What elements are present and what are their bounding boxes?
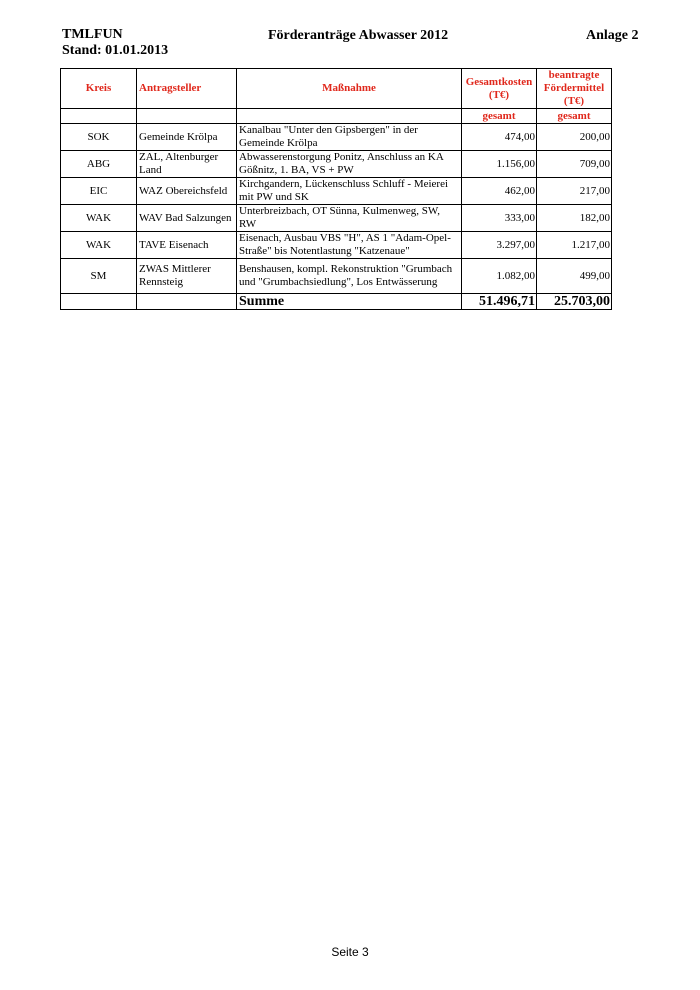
- cell-antragsteller: ZAL, Altenburger Land: [137, 151, 237, 178]
- cell-massnahme: Benshausen, kompl. Rekonstruktion "Grumbach und "Grumbachsiedlung", Los Entwässerung: [237, 259, 462, 294]
- table-row: [61, 151, 612, 178]
- sum-gesamtkosten: 51.496,71: [462, 294, 537, 310]
- cell-massnahme: Unterbreizbach, OT Sünna, Kulmenweg, SW, RW: [237, 205, 462, 232]
- sum-label: Summe: [237, 294, 462, 310]
- col-header-foerdermittel: beantragte Fördermittel (T€): [537, 69, 612, 109]
- cell-kreis: EIC: [61, 178, 137, 205]
- col-header-antragsteller: Antragsteller: [137, 69, 237, 109]
- annex-label: Anlage 2: [586, 28, 639, 43]
- table-row: [61, 178, 612, 205]
- sum-row: [61, 294, 612, 310]
- empty-cell: [61, 109, 137, 124]
- cell-kreis: SM: [61, 259, 137, 294]
- empty-cell: [137, 109, 237, 124]
- cell-antragsteller: ZWAS Mittlerer Rennsteig: [137, 259, 237, 294]
- cell-antragsteller: Gemeinde Krölpa: [137, 124, 237, 151]
- cell-gesamtkosten: 474,00: [462, 124, 537, 151]
- status-date: Stand: 01.01.2013: [62, 43, 169, 58]
- col-header-gesamtkosten: Gesamtkosten (T€): [462, 69, 537, 109]
- cell-foerdermittel: 709,00: [537, 151, 612, 178]
- table-header-row: [61, 69, 612, 109]
- subheader-gesamtkosten: gesamt: [462, 109, 537, 124]
- cell-massnahme: Kirchgandern, Lückenschluss Schluff - Meierei mit PW und SK: [237, 178, 462, 205]
- cell-kreis: WAK: [61, 205, 137, 232]
- cell-foerdermittel: 499,00: [537, 259, 612, 294]
- col-header-massnahme: Maßnahme: [237, 69, 462, 109]
- cell-foerdermittel: 182,00: [537, 205, 612, 232]
- cell-antragsteller: WAV Bad Salzungen: [137, 205, 237, 232]
- cell-antragsteller: WAZ Obereichsfeld: [137, 178, 237, 205]
- cell-foerdermittel: 200,00: [537, 124, 612, 151]
- empty-cell: [61, 294, 137, 310]
- cell-foerdermittel: 217,00: [537, 178, 612, 205]
- cell-massnahme: Eisenach, Ausbau VBS "H", AS 1 "Adam-Opel-Straße" bis Notentlastung "Katzenaue": [237, 232, 462, 259]
- page-title: Förderanträge Abwasser 2012: [268, 28, 449, 43]
- cell-massnahme: Kanalbau "Unter den Gipsbergen" in der Gemeinde Krölpa: [237, 124, 462, 151]
- cell-kreis: ABG: [61, 151, 137, 178]
- empty-cell: [237, 109, 462, 124]
- cell-gesamtkosten: 3.297,00: [462, 232, 537, 259]
- cell-kreis: SOK: [61, 124, 137, 151]
- table-row: [61, 124, 612, 151]
- sum-foerdermittel: 25.703,00: [537, 294, 612, 310]
- cell-gesamtkosten: 1.082,00: [462, 259, 537, 294]
- cell-kreis: WAK: [61, 232, 137, 259]
- cell-gesamtkosten: 333,00: [462, 205, 537, 232]
- subheader-foerdermittel: gesamt: [537, 109, 612, 124]
- table-subheader-row: [61, 109, 612, 124]
- cell-foerdermittel: 1.217,00: [537, 232, 612, 259]
- table-row: [61, 259, 612, 294]
- table-row: [61, 205, 612, 232]
- col-header-kreis: Kreis: [61, 69, 137, 109]
- cell-gesamtkosten: 462,00: [462, 178, 537, 205]
- cell-antragsteller: TAVE Eisenach: [137, 232, 237, 259]
- empty-cell: [137, 294, 237, 310]
- table-row: [61, 232, 612, 259]
- cell-gesamtkosten: 1.156,00: [462, 151, 537, 178]
- cell-massnahme: Abwasserenstorgung Ponitz, Anschluss an KA Gößnitz, 1. BA, VS + PW: [237, 151, 462, 178]
- page-number: Seite 3: [331, 945, 369, 959]
- funding-table: [60, 68, 612, 310]
- organization-name: TMLFUN: [62, 27, 123, 42]
